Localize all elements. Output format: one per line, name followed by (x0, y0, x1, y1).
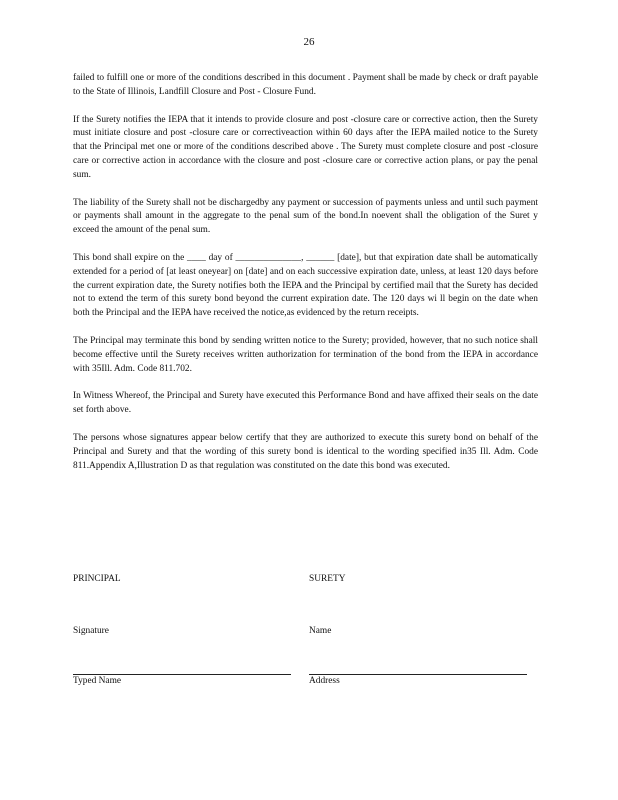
paragraph-liability: The liability of the Surety shall not be dischargedby any payment or succession of payments unless and until such payment or payments shall amount in the aggregate to the penal sum of the bond.In noevent shall the obligation of the Suret y exceed the amount of the penal sum. (73, 197, 538, 236)
surety-name-label: Name (309, 626, 332, 636)
paragraph-payment: failed to fulfill one or more of the conditions described in this document . Payment shall be made by check or draft payable to the State of Illinois, Landfill Closure and Post - Closure Fund. (73, 73, 538, 97)
surety-heading: SURETY (309, 574, 346, 584)
page-number: 26 (303, 36, 315, 48)
principal-heading: PRINCIPAL (73, 574, 121, 584)
paragraph-certification: The persons whose signatures appear below certify that they are authorized to execute this surety bond on behalf of the Principal and Surety and that the wording of this surety bond is identical to the wording specified in35 Ill. Adm. Code 811.Appendix A,Illustration D as that regulation was constituted on the date this bond was executed. (73, 432, 538, 471)
paragraph-expiration: This bond shall expire on the ____ day of ______________, ______ [date], but that expiration date shall be automatically extended for a period of [at least oneyear] on [date] and on each successive expiration date, unless, at least 120 days before the current expiration date, the Surety notifies both the IEPA and the Principal by certified mail that the Surety has decided not to extend the term of this surety bond beyond the current expiration date. The 120 days wi ll begin on the date when both the Principal and the IEPA have received the notice,as evidenced by the return receipts. (73, 252, 538, 319)
principal-typed-name-label: Typed Name (73, 676, 122, 686)
surety-address-label: Address (309, 676, 340, 686)
paragraph-termination: The Principal may terminate this bond by sending written notice to the Surety; provided, however, that no such notice shall become effective until the Surety receives written authorization for termination of the bond from the IEPA in accordance with 35Ill. Adm. Code 811.702. (73, 335, 538, 374)
document-body (73, 72, 538, 487)
paragraph-surety-closure: If the Surety notifies the IEPA that it intends to provide closure and post -closure care or corrective action, then the Surety must initiate closure and post -closure care or correctiveaction within 60 days after the IEPA mailed notice to the Surety that the Principal met one or more of the conditions described above . The Surety must complete closure and post -closure care or corrective action in accordance with the closure and post -closure care or corrective action plans, or pay the penal sum. (73, 114, 538, 180)
surety-address-line (309, 674, 527, 675)
principal-signature-label: Signature (73, 626, 109, 636)
paragraph-witness: In Witness Whereof, the Principal and Surety have executed this Performance Bond and have affixed their seals on the date set forth above. (73, 391, 538, 416)
principal-signature-line (73, 674, 291, 675)
signature-block (73, 572, 547, 692)
